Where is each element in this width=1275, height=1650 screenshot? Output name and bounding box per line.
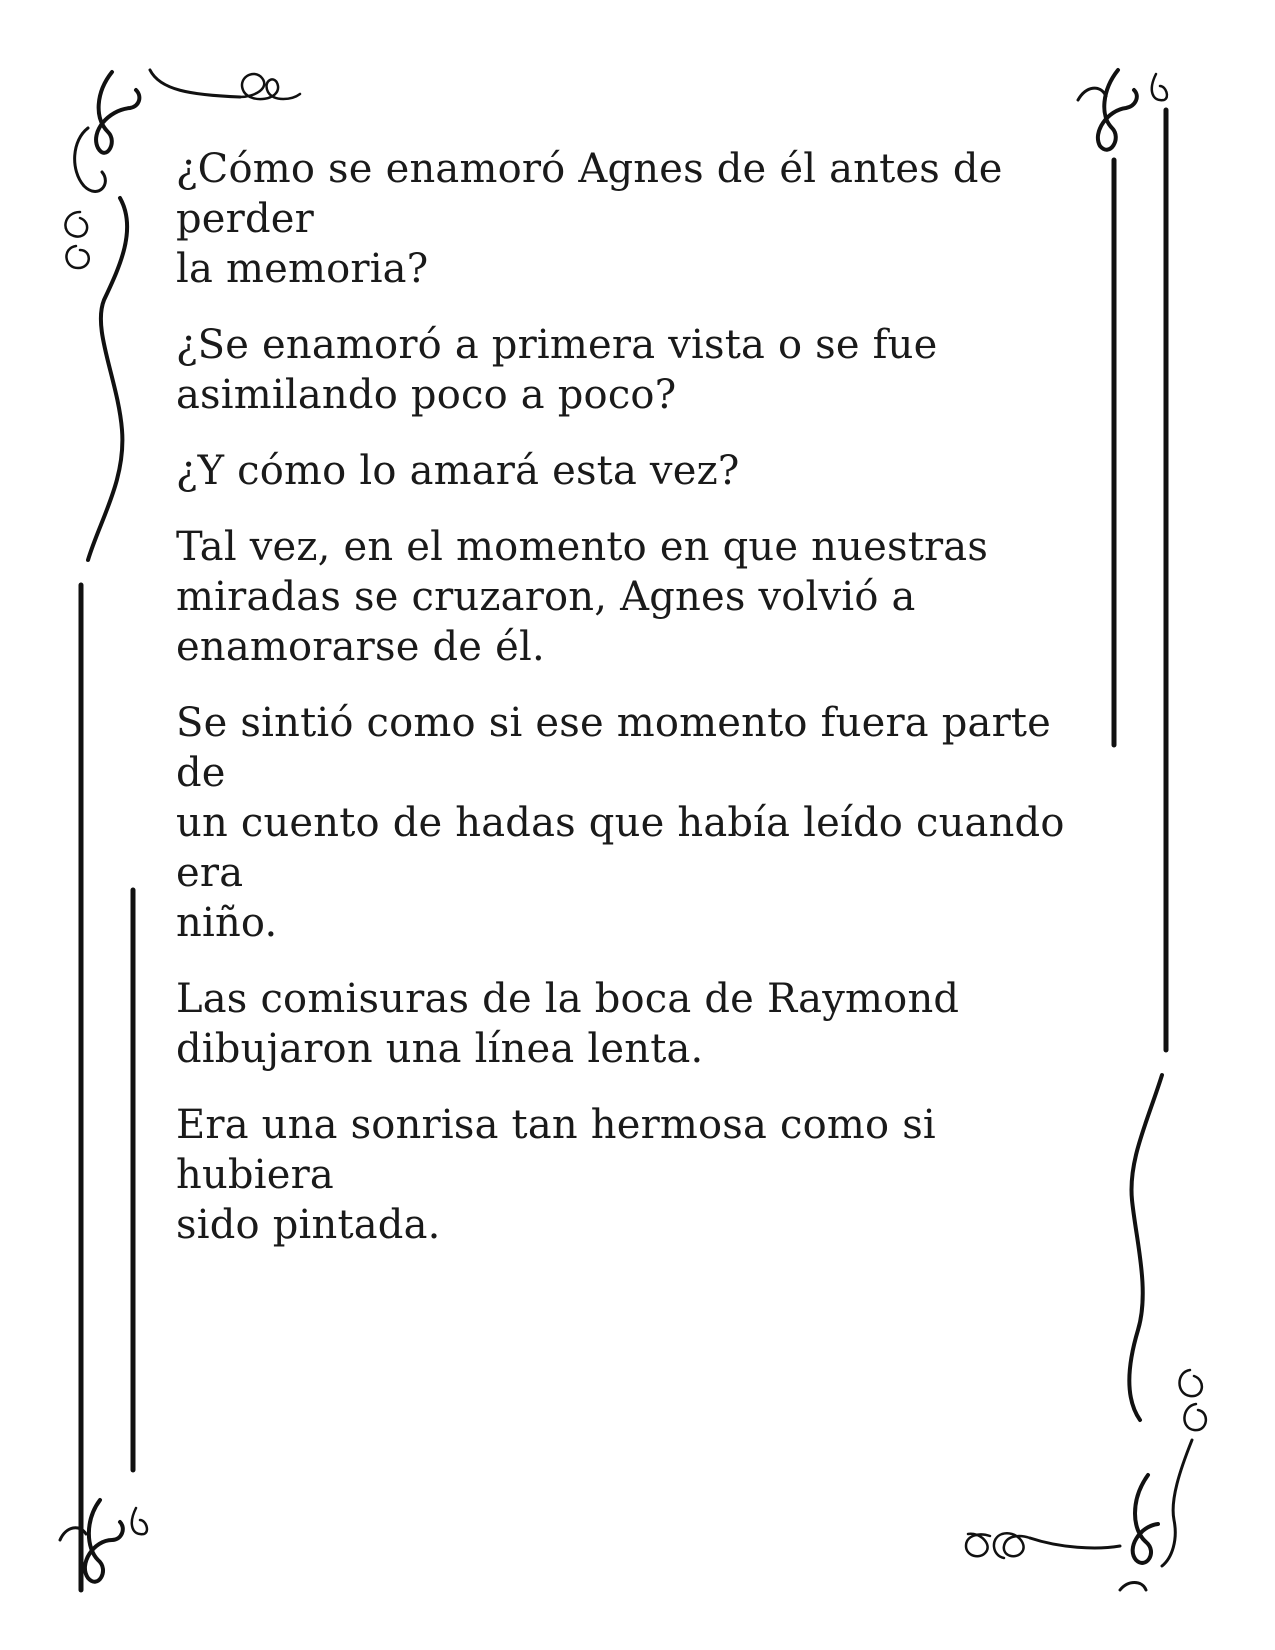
paragraph: Se sintió como si ese momento fuera parte de un cuento de hadas que había leído cuando era niño. — [176, 700, 1065, 946]
paragraph: Era una sonrisa tan hermosa como si hubiera sido pintada. — [176, 1102, 936, 1248]
bottom-left-flourish-icon — [60, 1500, 147, 1582]
paragraph: ¿Cómo se enamoró Agnes de él antes de perder la memoria? — [176, 146, 1003, 292]
top-right-flourish-icon — [1078, 70, 1167, 150]
paragraph: ¿Y cómo lo amará esta vez? — [176, 448, 740, 494]
paragraph: Tal vez, en el momento en que nuestras miradas se cruzaron, Agnes volvió a enamorarse de él. — [176, 524, 989, 670]
paragraph: ¿Se enamoró a primera vista o se fue asimilando poco a poco? — [176, 322, 938, 418]
paragraph: Las comisuras de la boca de Raymond dibujaron una línea lenta. — [176, 976, 960, 1072]
story-text — [176, 144, 1096, 1276]
